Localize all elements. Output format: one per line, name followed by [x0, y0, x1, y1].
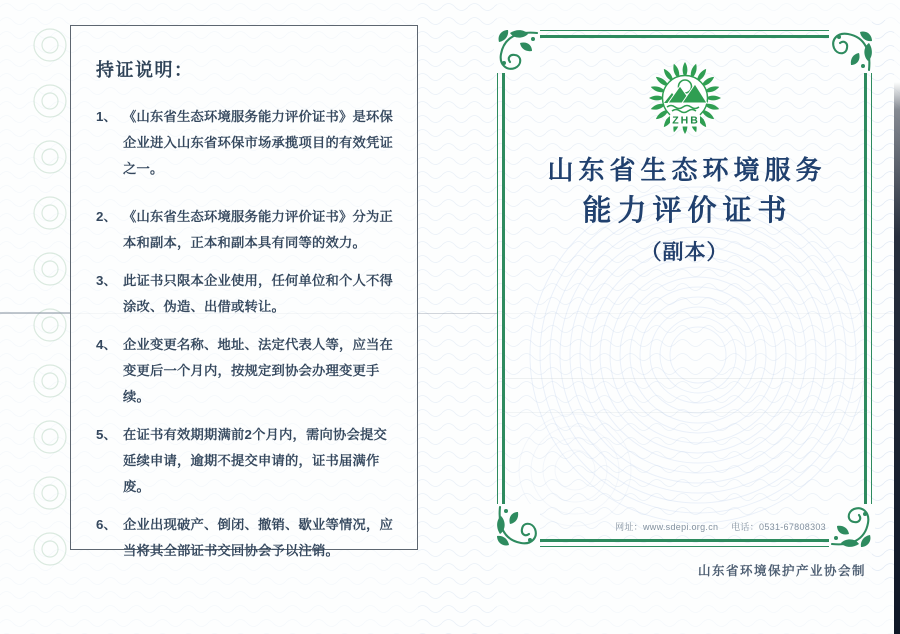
corner-flourish-icon: [494, 27, 540, 73]
scan-streak: [500, 412, 870, 413]
instruction-text: 在证书有效期期满前2个月内，需向协会提交延续申请，逾期不提交申请的，证书届满作废。: [123, 427, 388, 494]
corner-flourish-icon: [494, 504, 540, 550]
scan-streak: [500, 378, 870, 379]
instructions-title: 持证说明：: [96, 60, 194, 80]
instruction-text: 企业变更名称、地址、法定代表人等，应当在变更后一个月内，按规定到协会办理变更手续。: [123, 337, 393, 404]
contact-info: [605, 520, 826, 533]
instruction-text: 此证书只限本企业使用，任何单位和个人不得涂改、伪造、出借或转让。: [123, 273, 393, 314]
instruction-item-5: [96, 422, 399, 500]
certificate-cover: [497, 30, 872, 547]
instruction-number: 2、: [96, 209, 117, 224]
instruction-text: 《山东省生态环境服务能力评价证书》分为正本和副本，正本和副本具有同等的效力。: [123, 209, 393, 250]
issuer-text: 山东省环境保护产业协会制: [698, 564, 867, 578]
zhb-environment-logo-icon: [643, 56, 727, 140]
instruction-number: 6、: [96, 517, 117, 532]
instruction-number: 3、: [96, 273, 117, 288]
certificate-title-line2: 能力评价证书: [582, 195, 793, 227]
instruction-number: 1、: [96, 109, 117, 124]
instruction-text: 《山东省生态环境服务能力评价证书》是环保企业进入山东省环保市场承揽项目的有效凭证之一。: [123, 109, 393, 176]
duplicate-copy-label: （副本）: [640, 241, 729, 264]
scan-edge-shadow: [894, 82, 900, 634]
logo-monogram: ZHB: [671, 114, 700, 127]
website-text: 网址：www.sdepi.org.cn: [615, 522, 719, 532]
certificate-title-line1: 山东省生态环境服务: [547, 155, 827, 185]
scan-fold-line: [0, 312, 70, 314]
phone-text: 电话：0531-67808303: [731, 522, 826, 532]
instruction-item-6: [96, 512, 399, 564]
instruction-number: 5、: [96, 427, 117, 442]
corner-flourish-icon: [829, 504, 875, 550]
instruction-text: 企业出现破产、倒闭、撤销、歇业等情况，应当将其全部证书交回协会予以注销。: [123, 517, 393, 558]
instruction-item-1: [96, 104, 399, 182]
scan-fold-line: [418, 313, 497, 314]
corner-flourish-icon: [829, 27, 875, 73]
instruction-number: 4、: [96, 337, 117, 352]
instructions-panel: [70, 25, 418, 558]
instruction-item-2: [96, 204, 399, 256]
instruction-item-4: [96, 332, 399, 410]
